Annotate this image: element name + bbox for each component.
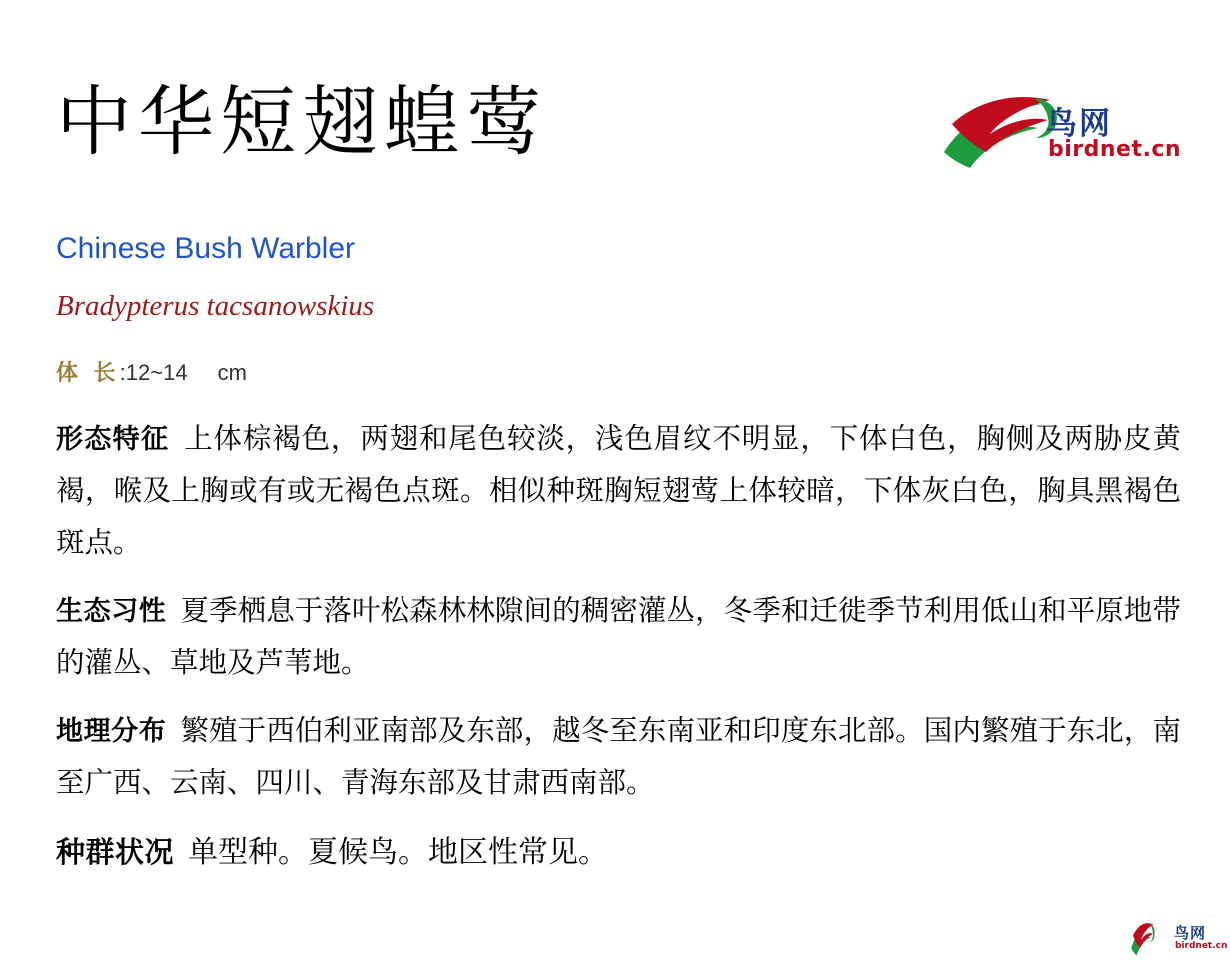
logo-brand-name: 鸟网: [1174, 924, 1207, 942]
section-distribution: [56, 706, 1181, 810]
section-habits: [56, 586, 1181, 690]
body-length-separator: :: [119, 360, 126, 385]
section-body: 上体棕褐色，两翅和尾色较淡，浅色眉纹不明显，下体白色，胸侧及两胁皮黄褐，喉及上胸或有或无褐色点斑。相似种斑胸短翅莺上体较暗，下体灰白色，胸具黑褐色斑点。: [56, 424, 1181, 559]
logo-swoosh-icon: [1130, 920, 1176, 960]
body-length-line: [56, 356, 247, 387]
description-sections: [56, 414, 1181, 895]
section-heading: 种群状况: [56, 835, 175, 869]
english-name: Chinese Bush Warbler: [56, 232, 356, 265]
body-length-label: 体 长: [56, 361, 120, 386]
section-body: 夏季栖息于落叶松森林林隙间的稠密灌丛，冬季和迁徙季节利用低山和平原地带的灌丛、草地及芦苇地。: [56, 596, 1181, 679]
section-body: 单型种。夏候鸟。地区性常见。: [188, 836, 609, 869]
birdnet-logo-footer: [1130, 920, 1226, 966]
birdnet-logo: [938, 90, 1182, 178]
section-population: [56, 826, 1181, 879]
latin-name: Bradypterus tacsanowskius: [56, 290, 375, 322]
section-body: 繁殖于西伯利亚南部及东部，越冬至东南亚和印度东北部。国内繁殖于东北，南至广西、云南、四川、青海东部及甘肃西南部。: [56, 716, 1181, 799]
body-length-unit: cm: [217, 360, 247, 385]
logo-brand-domain: birdnet.cn: [1048, 137, 1182, 162]
page-title: 中华短翅蝗莺: [56, 77, 548, 166]
logo-brand-name: 鸟网: [1046, 106, 1112, 142]
section-heading: 生态习性: [56, 596, 167, 627]
logo-brand-domain: birdnet.cn: [1175, 941, 1228, 951]
section-heading: 地理分布: [56, 716, 167, 747]
section-heading: 形态特征: [56, 424, 170, 455]
section-morphology: [56, 414, 1181, 570]
body-length-value: 12~14: [125, 360, 188, 385]
